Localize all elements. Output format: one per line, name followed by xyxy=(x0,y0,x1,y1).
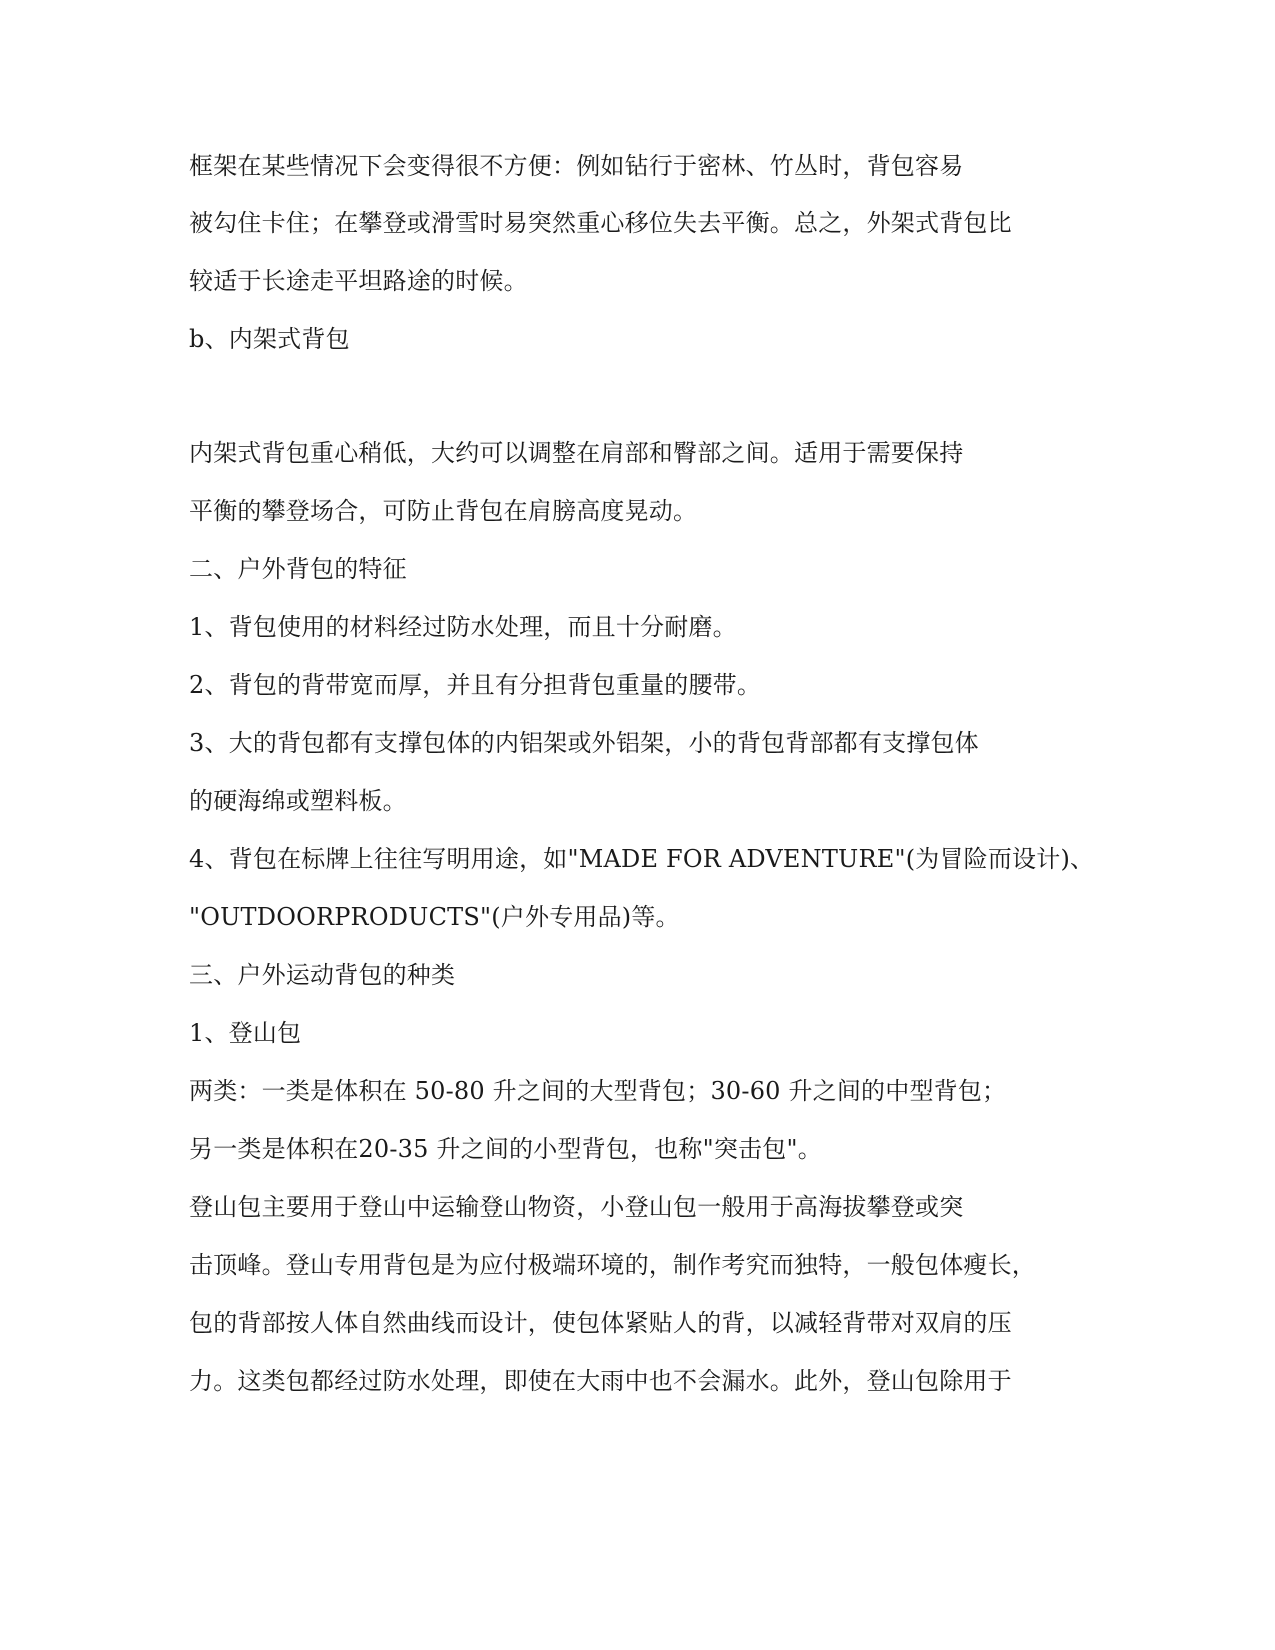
subsection-heading: 1、登山包 xyxy=(189,1019,302,1047)
section-heading: b、内架式背包 xyxy=(189,325,350,353)
paragraph-line: 内架式背包重心稍低，大约可以调整在肩部和臀部之间。适用于需要保持 xyxy=(189,439,964,467)
paragraph-line: 另一类是体积在20-35 升之间的小型背包，也称"突击包"。 xyxy=(189,1135,822,1163)
list-item: 3、大的背包都有支撑包体的内铝架或外铝架，小的背包背部都有支撑包体 xyxy=(189,729,979,757)
paragraph-line: 平衡的攀登场合，可防止背包在肩膀高度晃动。 xyxy=(189,497,698,525)
paragraph-line: 包的背部按人体自然曲线而设计，使包体紧贴人的背，以减轻背带对双肩的压 xyxy=(189,1309,1012,1337)
section-heading: 三、户外运动背包的种类 xyxy=(189,961,456,989)
paragraph-line: 框架在某些情况下会变得很不方便：例如钻行于密林、竹丛时，背包容易 xyxy=(189,152,964,180)
list-item-continuation: "OUTDOORPRODUCTS"(户外专用品)等。 xyxy=(189,903,680,931)
list-item-continuation: 的硬海绵或塑料板。 xyxy=(189,787,407,815)
paragraph-line: 被勾住卡住；在攀登或滑雪时易突然重心移位失去平衡。总之，外架式背包比 xyxy=(189,209,1012,237)
paragraph-line: 登山包主要用于登山中运输登山物资，小登山包一般用于高海拔攀登或突 xyxy=(189,1193,964,1221)
list-item: 2、背包的背带宽而厚，并且有分担背包重量的腰带。 xyxy=(189,671,762,699)
paragraph-line: 较适于长途走平坦路途的时候。 xyxy=(189,267,528,295)
list-item: 1、背包使用的材料经过防水处理，而且十分耐磨。 xyxy=(189,613,737,641)
paragraph-line: 力。这类包都经过防水处理，即使在大雨中也不会漏水。此外，登山包除用于 xyxy=(189,1367,1012,1395)
paragraph-line: 击顶峰。登山专用背包是为应付极端环境的，制作考究而独特，一般包体瘦长， xyxy=(189,1251,1036,1279)
section-heading: 二、户外背包的特征 xyxy=(189,555,407,583)
paragraph-line: 两类：一类是体积在 50-80 升之间的大型背包；30-60 升之间的中型背包； xyxy=(189,1077,1007,1105)
list-item: 4、背包在标牌上往往写明用途，如"MADE FOR ADVENTURE"(为冒险而设计)、 xyxy=(189,845,1095,873)
